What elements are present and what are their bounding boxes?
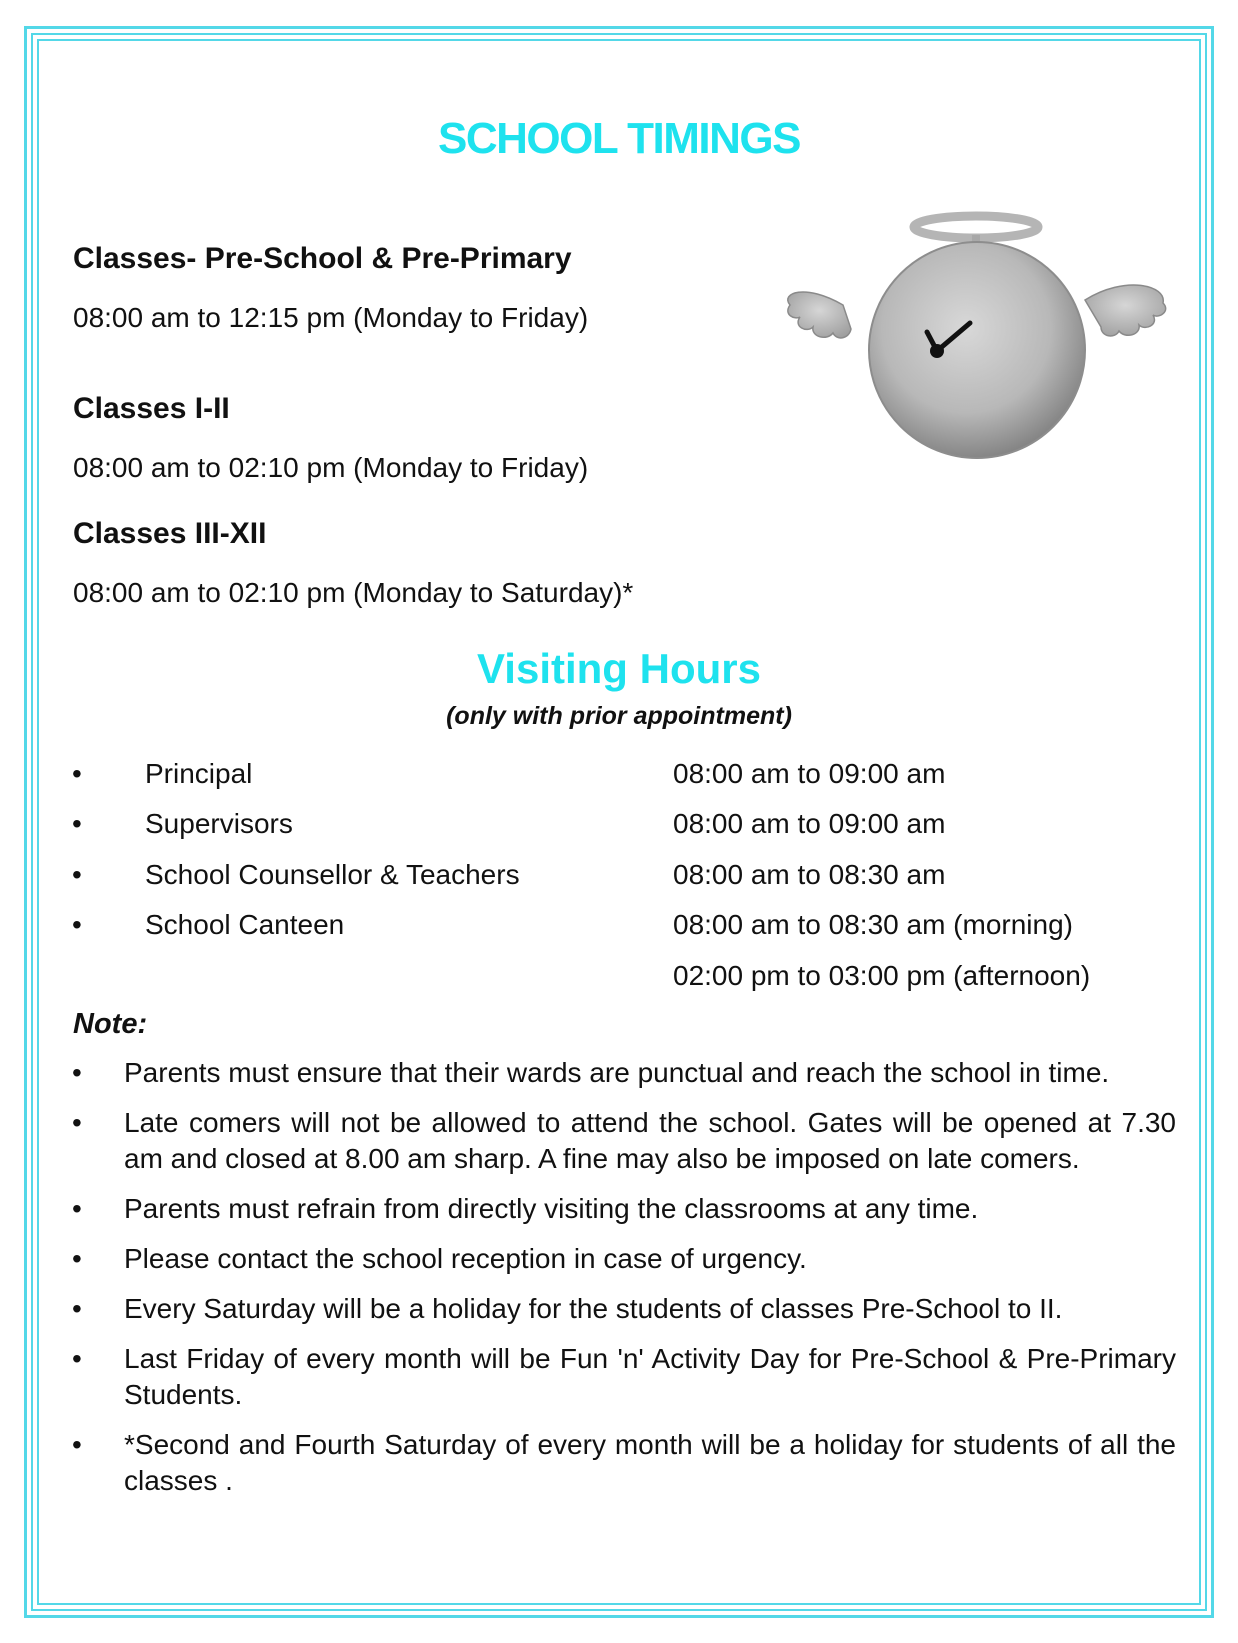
class-heading-i-ii: Classes I-II [73, 392, 230, 425]
list-item [72, 1105, 1176, 1177]
note-title: Note: [73, 1008, 148, 1040]
bullet: • [72, 1107, 82, 1138]
bullet: • [72, 1343, 82, 1374]
class-time-i-ii: 08:00 am to 02:10 pm (Monday to Friday) [73, 452, 589, 483]
list-item [72, 1191, 1176, 1227]
bullet: • [72, 859, 82, 890]
bullet: • [72, 1057, 82, 1088]
class-time-preschool: 08:00 am to 12:15 pm (Monday to Friday) [73, 302, 589, 333]
bullet: • [72, 1193, 82, 1224]
page-title: SCHOOL TIMINGS [438, 114, 800, 163]
bullet: • [72, 808, 82, 839]
note-text: Please contact the school reception in case of urgency. [124, 1243, 807, 1274]
note-text: Last Friday of every month will be Fun 'n' Activity Day for Pre-School & Pre-Primary Students. [124, 1343, 1176, 1410]
visiting-hours-title: Visiting Hours [477, 645, 761, 692]
visiting-label-principal: Principal [145, 758, 253, 789]
note-text: Every Saturday will be a holiday for the students of classes Pre-School to II. [124, 1293, 1063, 1324]
visiting-time-canteen-afternoon: 02:00 pm to 03:00 pm (afternoon) [673, 960, 1091, 991]
list-item [72, 1291, 1176, 1327]
notes-list [72, 1055, 1176, 1513]
note-text: Late comers will not be allowed to attend the school. Gates will be opened at 7.30 am and closed at 8.00 am sharp. A fine may also be imposed on late comers. [124, 1107, 1176, 1174]
visiting-time-supervisors: 08:00 am to 09:00 am [673, 808, 946, 839]
bullet: • [72, 1429, 82, 1460]
class-heading-preschool: Classes- Pre-School & Pre-Primary [73, 242, 572, 275]
visiting-time-counsellor: 08:00 am to 08:30 am [673, 859, 946, 890]
bullet: • [72, 1243, 82, 1274]
visiting-label-counsellor: School Counsellor & Teachers [145, 859, 520, 890]
list-item [72, 1341, 1176, 1413]
bullet: • [72, 1293, 82, 1324]
visiting-time-principal: 08:00 am to 09:00 am [673, 758, 946, 789]
list-item [72, 1427, 1176, 1499]
angel-clock-icon [785, 205, 1170, 490]
note-text: Parents must ensure that their wards are punctual and reach the school in time. [124, 1057, 1110, 1088]
visiting-label-canteen: School Canteen [145, 909, 345, 940]
list-item [72, 1241, 1176, 1277]
class-heading-iii-xii: Classes III-XII [73, 517, 267, 550]
bullet: • [72, 758, 82, 789]
visiting-time-canteen-morning: 08:00 am to 08:30 am (morning) [673, 909, 1073, 940]
visiting-hours-subtitle: (only with prior appointment) [446, 702, 792, 730]
note-text: *Second and Fourth Saturday of every month will be a holiday for students of all the classes . [124, 1429, 1176, 1496]
bullet: • [72, 909, 82, 940]
class-time-iii-xii: 08:00 am to 02:10 pm (Monday to Saturday)* [73, 577, 634, 608]
visiting-label-supervisors: Supervisors [145, 808, 293, 839]
note-text: Parents must refrain from directly visiting the classrooms at any time. [124, 1193, 979, 1224]
list-item [72, 1055, 1176, 1091]
